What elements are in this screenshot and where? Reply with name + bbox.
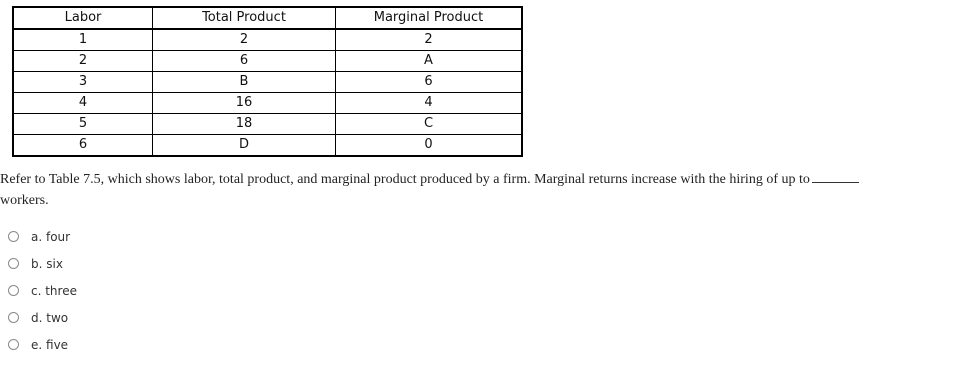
table-row xyxy=(13,72,522,93)
radio-button[interactable] xyxy=(8,231,19,242)
radio-button[interactable] xyxy=(8,285,19,296)
table-cell: 18 xyxy=(153,114,336,135)
option-b[interactable] xyxy=(8,250,77,277)
answer-options xyxy=(8,223,77,358)
table-cell: 6 xyxy=(13,135,153,157)
option-label: e. five xyxy=(31,337,69,352)
table-cell: C xyxy=(336,114,523,135)
table-cell: 5 xyxy=(13,114,153,135)
table-cell: 4 xyxy=(13,93,153,114)
option-c[interactable] xyxy=(8,277,77,304)
header-labor: Labor xyxy=(13,7,153,29)
table-row xyxy=(13,93,522,114)
table-row xyxy=(13,29,522,51)
table-cell: 2 xyxy=(153,29,336,51)
table-cell: 6 xyxy=(153,51,336,72)
table-cell: 6 xyxy=(336,72,523,93)
table-cell: A xyxy=(336,51,523,72)
answer-blank xyxy=(812,170,859,183)
option-d[interactable] xyxy=(8,304,77,331)
table-cell: 0 xyxy=(336,135,523,157)
question-text xyxy=(0,169,960,211)
option-label: d. two xyxy=(31,310,69,325)
table-row xyxy=(13,135,522,157)
question-main-text: Refer to Table 7.5, which shows labor, total product, and marginal product produced by a firm. Marginal returns increase with the hiring of up to xyxy=(0,172,810,187)
radio-button[interactable] xyxy=(8,339,19,350)
table-cell: 4 xyxy=(336,93,523,114)
radio-button[interactable] xyxy=(8,258,19,269)
table-cell: 1 xyxy=(13,29,153,51)
option-label: a. four xyxy=(31,229,71,244)
table-cell: 16 xyxy=(153,93,336,114)
product-table xyxy=(12,6,523,157)
question-end-text: workers. xyxy=(0,193,49,208)
table-row xyxy=(13,51,522,72)
option-label: b. six xyxy=(31,256,63,271)
table-cell: D xyxy=(153,135,336,157)
table-row xyxy=(13,114,522,135)
option-e[interactable] xyxy=(8,331,77,358)
table-cell: 3 xyxy=(13,72,153,93)
option-label: c. three xyxy=(31,283,77,298)
option-a[interactable] xyxy=(8,223,77,250)
table-cell: 2 xyxy=(13,51,153,72)
header-marginal-product: Marginal Product xyxy=(336,7,523,29)
radio-button[interactable] xyxy=(8,312,19,323)
table-cell: 2 xyxy=(336,29,523,51)
table-cell: B xyxy=(153,72,336,93)
header-total-product: Total Product xyxy=(153,7,336,29)
table-header-row xyxy=(13,7,522,29)
